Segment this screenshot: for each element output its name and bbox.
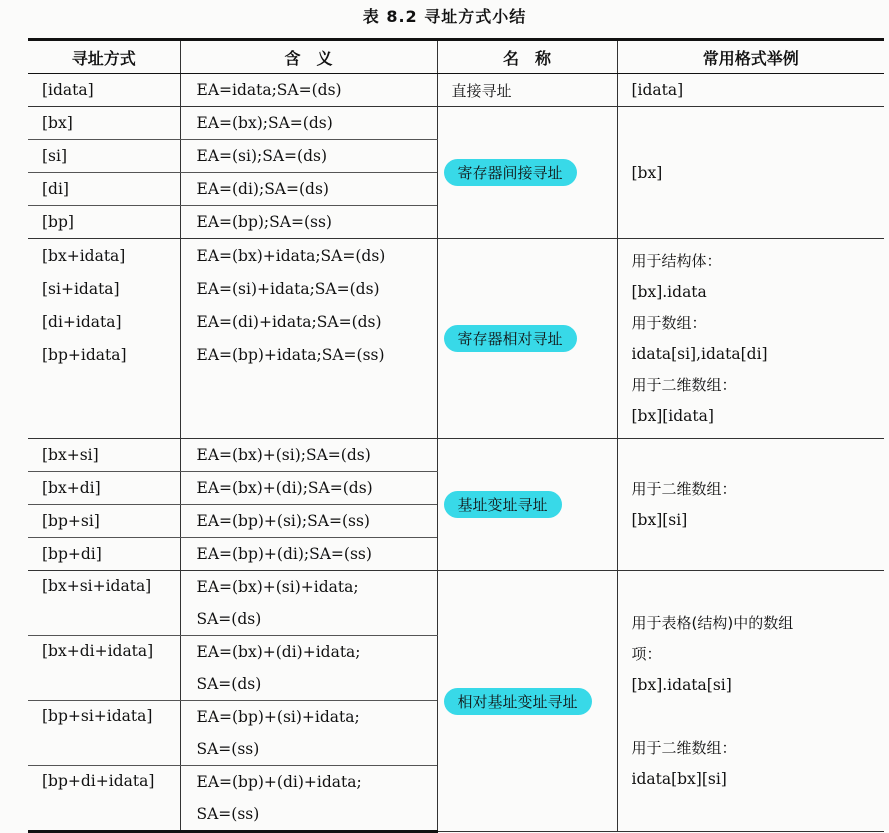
example-line: [bx].idata[si] <box>631 675 732 694</box>
meaning-line: SA=(ds) <box>196 675 262 693</box>
meaning-cell: EA=(si);SA=(ds) <box>180 140 437 173</box>
mode-cell: [bx+si+idata] <box>28 571 180 636</box>
header-meaning: 含 义 <box>180 40 437 74</box>
example-line: idata[bx][si] <box>631 769 727 788</box>
table-row <box>28 239 884 273</box>
meaning-line: EA=(bx)+(si)+idata; <box>196 578 359 596</box>
example-line: [bx].idata <box>631 282 707 301</box>
mode-cell: [bx+si] <box>28 439 180 472</box>
mode-cell: [si] <box>28 140 180 173</box>
name-cell <box>437 239 617 439</box>
meaning-cell: EA=(bp)+(si);SA=(ss) <box>180 505 437 538</box>
mode-cell: [bx] <box>28 107 180 140</box>
mode-cell: [bp+si+idata] <box>28 701 180 766</box>
example-line: 项： <box>631 644 662 663</box>
header-row <box>28 40 884 74</box>
meaning-cell: EA=(di)+idata;SA=(ds) <box>180 305 437 338</box>
meaning-line: SA=(ds) <box>196 610 262 628</box>
name-cell <box>437 571 617 832</box>
example-line: idata[si],idata[di] <box>631 344 768 363</box>
example-line: 用于二维数组： <box>631 479 737 498</box>
mode-cell: [bx+di] <box>28 472 180 505</box>
meaning-cell <box>180 571 437 636</box>
meaning-cell <box>180 701 437 766</box>
table-row <box>28 74 884 107</box>
highlighted-name: 相对基址变址寻址 <box>444 688 592 715</box>
name-cell <box>437 107 617 239</box>
mode-cell: [di] <box>28 173 180 206</box>
meaning-cell: EA=(bp)+idata;SA=(ss) <box>180 338 437 439</box>
meaning-cell <box>180 636 437 701</box>
meaning-cell: EA=(si)+idata;SA=(ds) <box>180 272 437 305</box>
example-line: 用于数组： <box>631 313 707 332</box>
mode-cell: [bp+idata] <box>28 338 180 439</box>
example-line: 用于二维数组： <box>631 375 737 394</box>
meaning-line: EA=(bx)+(di)+idata; <box>196 643 361 661</box>
mode-cell: [idata] <box>28 74 180 107</box>
addressing-modes-table <box>28 38 884 833</box>
highlighted-name: 基址变址寻址 <box>444 491 562 518</box>
meaning-cell: EA=(bx)+(si);SA=(ds) <box>180 439 437 472</box>
table-row <box>28 571 884 636</box>
example-line: [bx][idata] <box>631 406 714 425</box>
example-line: 用于二维数组： <box>631 738 737 757</box>
highlighted-name: 寄存器间接寻址 <box>444 159 577 186</box>
mode-cell: [bp+si] <box>28 505 180 538</box>
name-label: 直接寻址 <box>451 81 512 100</box>
mode-cell: [si+idata] <box>28 272 180 305</box>
highlighted-name: 寄存器相对寻址 <box>444 325 577 352</box>
table-row <box>28 107 884 140</box>
meaning-cell: EA=(bp);SA=(ss) <box>180 206 437 239</box>
header-mode: 寻址方式 <box>28 40 180 74</box>
example-cell: [idata] <box>617 74 884 107</box>
table-row <box>28 439 884 472</box>
example-cell <box>617 439 884 571</box>
name-cell <box>437 74 617 107</box>
meaning-cell: EA=(bx)+idata;SA=(ds) <box>180 239 437 273</box>
table-title: 表 8.2 寻址方式小结 <box>362 7 527 26</box>
example-line: 用于表格(结构)中的数组 <box>631 613 794 632</box>
mode-cell: [bp+di+idata] <box>28 766 180 832</box>
header-name: 名 称 <box>437 40 617 74</box>
meaning-cell: EA=(bx)+(di);SA=(ds) <box>180 472 437 505</box>
meaning-line: SA=(ss) <box>196 805 260 823</box>
meaning-cell: EA=(di);SA=(ds) <box>180 173 437 206</box>
header-example: 常用格式举例 <box>617 40 884 74</box>
example-cell <box>617 571 884 832</box>
example-cell <box>617 239 884 439</box>
meaning-cell: EA=(bp)+(di);SA=(ss) <box>180 538 437 571</box>
mode-cell: [bx+idata] <box>28 239 180 273</box>
mode-cell: [bp] <box>28 206 180 239</box>
mode-cell: [bp+di] <box>28 538 180 571</box>
mode-cell: [di+idata] <box>28 305 180 338</box>
mode-cell: [bx+di+idata] <box>28 636 180 701</box>
example-cell: [bx] <box>617 107 884 239</box>
meaning-cell: EA=idata;SA=(ds) <box>180 74 437 107</box>
meaning-line: EA=(bp)+(si)+idata; <box>196 708 360 726</box>
example-line: [bx][si] <box>631 510 688 529</box>
meaning-line: EA=(bp)+(di)+idata; <box>196 773 362 791</box>
meaning-line: SA=(ss) <box>196 740 260 758</box>
meaning-cell: EA=(bx);SA=(ds) <box>180 107 437 140</box>
name-cell <box>437 439 617 571</box>
meaning-cell <box>180 766 437 832</box>
example-line: 用于结构体： <box>631 251 722 270</box>
